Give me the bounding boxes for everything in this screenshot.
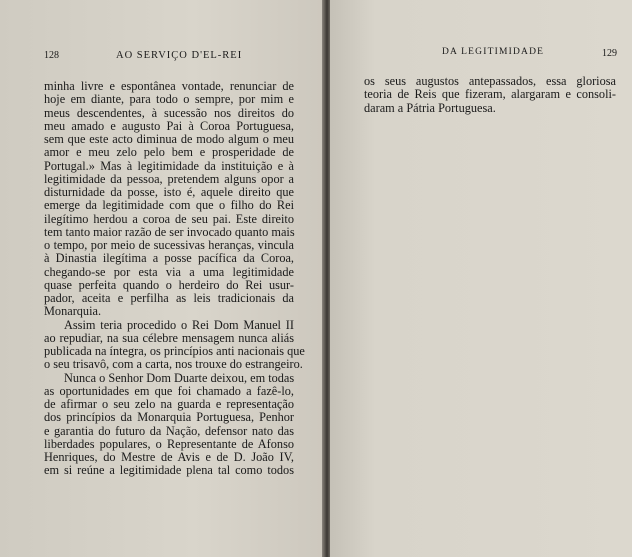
text-line: de afirmar o seu zelo na guarda e representação [44, 397, 294, 411]
page-number: 128 [44, 50, 59, 61]
text-line: as oportunidades em que foi chamado a fazê-lo, [44, 383, 294, 398]
running-head: AO SERVIÇO D'EL-REI [116, 50, 243, 61]
text-line: o tempo, por meio de sucessivas heranças, vincula [44, 238, 294, 252]
text-line: tem tanto maior razão de ser invocado quanto mais [44, 224, 295, 239]
text-line: chegando-se por esta via a uma legitimidade [44, 264, 294, 279]
text-line: legitimidade da pessoa, pretendem alguns opor a [44, 171, 294, 186]
text-line: Portugal.» Mas à legitimidade da instituição e à [44, 158, 294, 173]
text-line: pador, aceita e perfilha as leis tradicionais da [44, 291, 294, 305]
text-line: liberdades populares, o Representante de Afonso [44, 436, 294, 451]
text-line: disturnidade da posse, isto é, aquele direito que [44, 185, 294, 199]
text-line: emerge da legitimidade com que o filho do Rei [44, 198, 294, 213]
text-line: Nunca o Senhor Dom Duarte deixou, em todas [64, 370, 295, 385]
right-page [330, 0, 632, 557]
body-text [44, 79, 305, 478]
text-line: quase perfeita quando o herdeiro do Rei usur- [44, 277, 294, 292]
text-line: ao repudiar, na sua célebre mensagem nunca aliás [44, 330, 294, 345]
text-line: o seu trisavô, com a carta, nos trouxe do estrangeiro. [44, 357, 303, 372]
text-line: os seus augustos antepassados, essa gloriosa [364, 74, 616, 88]
text-line: meu amado e augusto Pai à Coroa Portuguesa, [44, 118, 294, 133]
text-line: Monarquia. [44, 304, 102, 319]
text-line: publicada na íntegra, os princípios anti nacionais que [44, 344, 305, 358]
text-line: Assim teria procedido o Rei Dom Manuel II [64, 317, 294, 332]
text-line: sem que este acto diminua de modo algum o meu [44, 132, 294, 146]
text-line: hoje em diante, para todo o sempre, por mim e [44, 92, 294, 107]
page-number: 129 [602, 48, 617, 59]
text-line: meus descendentes, à sucessão nos direitos do [44, 105, 294, 120]
text-line: daram a Pátria Portuguesa. [364, 100, 496, 115]
text-line: em si reúne a legitimidade plena tal como todos [44, 463, 294, 478]
text-line: ilegítimo herdou a coroa de seu pai. Este direito [44, 211, 294, 226]
text-line: minha livre e espontânea vontade, renunciar de [44, 79, 294, 93]
text-line: Henriques, do Mestre de Avis e de D. João IV, [44, 450, 294, 464]
text-line: amor e meu zelo pelo bem e prosperidade de [44, 145, 294, 160]
text-line: à Dinastia ilegítima a posse pacífica da Coroa, [44, 251, 294, 266]
body-text [364, 75, 616, 115]
text-line: dos princípios da Monarquia Portuguesa, Penhor [44, 410, 294, 425]
text-line: e garantia do futuro da Nação, defensor nato das [44, 423, 294, 438]
running-head: DA LEGITIMIDADE [442, 47, 545, 57]
text-line: teoria de Reis que fizeram, alargaram e consoli- [364, 87, 616, 102]
